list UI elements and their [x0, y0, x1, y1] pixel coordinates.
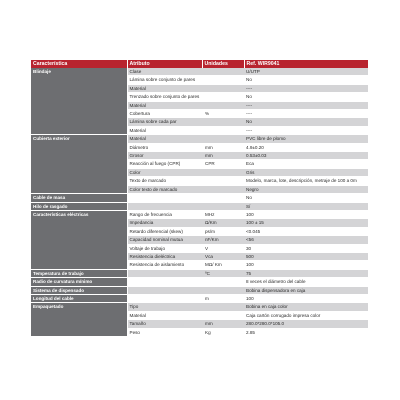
category-cell: Hilo de rasgado — [31, 202, 127, 210]
unit-cell — [202, 278, 244, 286]
attribute-cell: Resistencia dieléctrica — [127, 252, 202, 260]
value-cell: 30 — [244, 244, 368, 252]
category-cell: Temperatura de trabajo — [31, 269, 127, 277]
attribute-cell: Color — [127, 168, 202, 176]
value-cell: U/UTP — [244, 68, 368, 76]
value-cell: ---- — [244, 110, 368, 118]
value-cell: PVC libre de plomo — [244, 135, 368, 143]
attribute-cell: Cobertura — [127, 110, 202, 118]
value-cell: 0.53±0.03 — [244, 152, 368, 160]
table-row — [31, 294, 368, 302]
header-ref: Ref. WIR9041 — [244, 60, 368, 68]
attribute-cell: Material — [127, 311, 202, 319]
attribute-cell: Lámina sobre cada par — [127, 118, 202, 126]
table-body — [31, 68, 368, 337]
attribute-cell: Clase — [127, 68, 202, 76]
table-row — [31, 210, 368, 218]
attribute-cell: Texto de marcado — [127, 177, 202, 185]
unit-cell — [202, 177, 244, 185]
unit-cell — [202, 185, 244, 193]
unit-cell: nF/Km — [202, 236, 244, 244]
unit-cell: mm — [202, 320, 244, 328]
value-cell: Eca — [244, 160, 368, 168]
value-cell: No — [244, 118, 368, 126]
value-cell: 75 — [244, 269, 368, 277]
value-cell: ---- — [244, 101, 368, 109]
unit-cell: mm — [202, 143, 244, 151]
attribute-cell: Peso — [127, 328, 202, 336]
attribute-cell: Material — [127, 126, 202, 134]
attribute-cell: Diámetro — [127, 143, 202, 151]
unit-cell — [202, 202, 244, 210]
value-cell: 8 veces el diámetro del cable — [244, 278, 368, 286]
value-cell: <56 — [244, 236, 368, 244]
table-row — [31, 286, 368, 294]
unit-cell — [202, 76, 244, 84]
unit-cell: mm — [202, 152, 244, 160]
value-cell: 100 — [244, 294, 368, 302]
category-cell: Cubierta exterior — [31, 135, 127, 194]
category-cell: Cable de masa — [31, 194, 127, 202]
attribute-cell — [127, 286, 202, 294]
header-atributo: Atributo — [127, 60, 202, 68]
value-cell: 500 — [244, 252, 368, 260]
value-cell: 100 ± 15 — [244, 219, 368, 227]
attribute-cell: Material — [127, 135, 202, 143]
attribute-cell: Color texto de marcado — [127, 185, 202, 193]
unit-cell: ps/m — [202, 227, 244, 235]
value-cell: 100 — [244, 261, 368, 269]
unit-cell: MHz — [202, 210, 244, 218]
table-row — [31, 202, 368, 210]
attribute-cell: Tamaño — [127, 320, 202, 328]
table-row — [31, 303, 368, 311]
value-cell: 100 — [244, 210, 368, 218]
unit-cell — [202, 194, 244, 202]
unit-cell — [202, 311, 244, 319]
value-cell: <0.045 — [244, 227, 368, 235]
attribute-cell: Resistencia de aislamiento — [127, 261, 202, 269]
attribute-cell: Trenzado sobre conjunto de pares — [127, 93, 202, 101]
table-row — [31, 135, 368, 143]
attribute-cell: Lámina sobre conjunto de pares — [127, 76, 202, 84]
unit-cell — [202, 84, 244, 92]
unit-cell: ºC — [202, 269, 244, 277]
unit-cell — [202, 303, 244, 311]
value-cell: Negro — [244, 185, 368, 193]
attribute-cell: Retardo diferencial (skew) — [127, 227, 202, 235]
table-row — [31, 269, 368, 277]
unit-cell: % — [202, 110, 244, 118]
unit-cell — [202, 118, 244, 126]
value-cell: Sí — [244, 202, 368, 210]
value-cell: Caja cartón corrugado impresa color — [244, 311, 368, 319]
attribute-cell: Impedancia — [127, 219, 202, 227]
value-cell: 2.85 — [244, 328, 368, 336]
value-cell: Bobina en caja color — [244, 303, 368, 311]
category-cell: Empaquetado — [31, 303, 127, 337]
category-cell: Sistema de dispensado — [31, 286, 127, 294]
table-row — [31, 278, 368, 286]
attribute-cell — [127, 202, 202, 210]
unit-cell: Ω/Km — [202, 219, 244, 227]
category-cell: Características eléctricas — [31, 210, 127, 269]
unit-cell — [202, 126, 244, 134]
category-cell: Blindaje — [31, 68, 127, 135]
attribute-cell — [127, 278, 202, 286]
unit-cell: V — [202, 244, 244, 252]
attribute-cell: Voltaje de trabajo — [127, 244, 202, 252]
attribute-cell: Capacidad nominal mutua — [127, 236, 202, 244]
unit-cell — [202, 286, 244, 294]
unit-cell: MΩ/ Km — [202, 261, 244, 269]
unit-cell: m — [202, 294, 244, 302]
value-cell: Bobina dispensadora en caja — [244, 286, 368, 294]
attribute-cell: Rango de frecuencia — [127, 210, 202, 218]
value-cell: No — [244, 76, 368, 84]
attribute-cell — [127, 294, 202, 302]
unit-cell — [202, 93, 244, 101]
category-cell: Radio de curvatura mínimo — [31, 278, 127, 286]
unit-cell: CPR — [202, 160, 244, 168]
value-cell: ---- — [244, 126, 368, 134]
attribute-cell: Grosor — [127, 152, 202, 160]
header-unidades: Unidades — [202, 60, 244, 68]
value-cell: 4.9±0.20 — [244, 143, 368, 151]
attribute-cell: Material — [127, 101, 202, 109]
value-cell: No — [244, 194, 368, 202]
table-header-row — [31, 60, 368, 68]
category-cell: Longitud del cable — [31, 294, 127, 302]
value-cell: Modelo, marca, lote, descripción, metraje de 100 a 0m — [244, 177, 368, 185]
unit-cell — [202, 168, 244, 176]
attribute-cell: Tipo — [127, 303, 202, 311]
unit-cell — [202, 135, 244, 143]
unit-cell: Kg — [202, 328, 244, 336]
attribute-cell — [127, 194, 202, 202]
attribute-cell: Reacción al fuego (CPR) — [127, 160, 202, 168]
specification-table — [31, 60, 368, 337]
header-caracteristica: Característica — [31, 60, 127, 68]
table-row — [31, 194, 368, 202]
table-row — [31, 68, 368, 76]
unit-cell — [202, 68, 244, 76]
unit-cell — [202, 101, 244, 109]
value-cell: ---- — [244, 84, 368, 92]
value-cell: Gris — [244, 168, 368, 176]
attribute-cell: Material — [127, 84, 202, 92]
value-cell: No — [244, 93, 368, 101]
attribute-cell — [127, 269, 202, 277]
value-cell: 280.0*280.0*105.0 — [244, 320, 368, 328]
unit-cell: Vca — [202, 252, 244, 260]
